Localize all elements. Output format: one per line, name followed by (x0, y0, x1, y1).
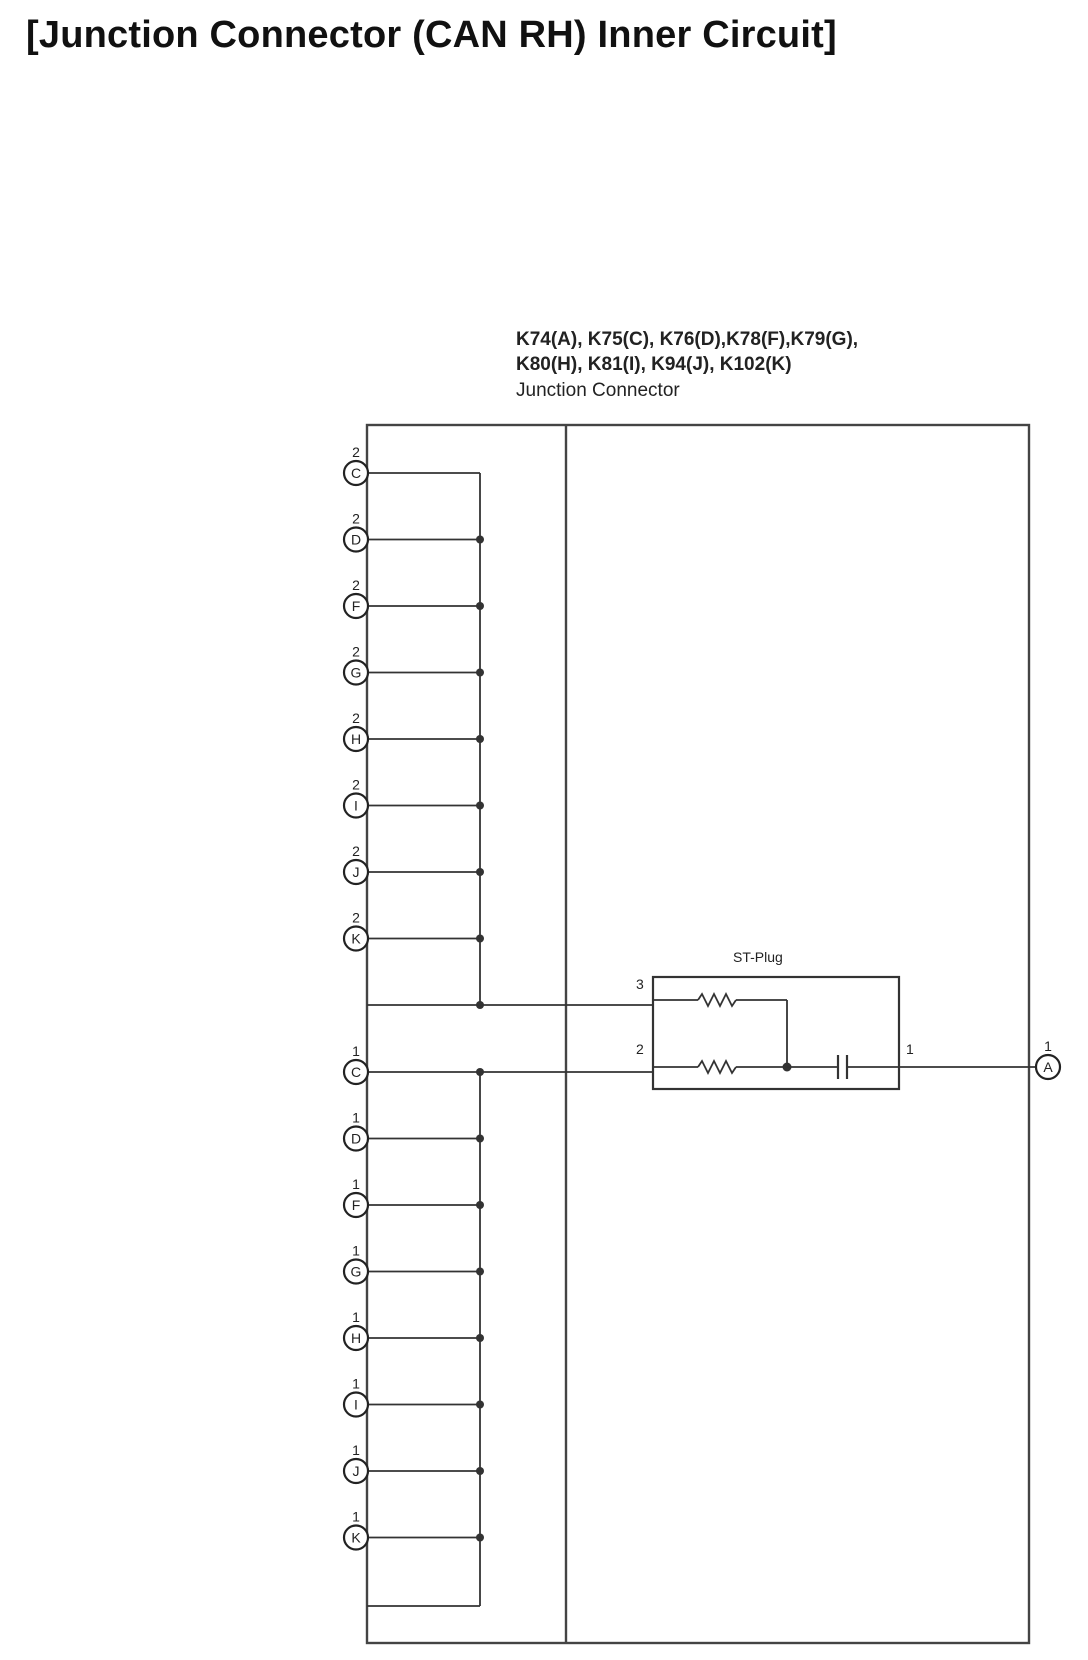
pin-letter: G (350, 1263, 362, 1280)
pin-number: 2 (352, 444, 360, 460)
diagram-title: [Junction Connector (CAN RH) Inner Circuit] (26, 14, 837, 56)
pin-number: 2 (352, 909, 360, 926)
lower-pin-I-1 (344, 1376, 368, 1417)
pins-group (344, 444, 1060, 1550)
pin-letter: G (350, 664, 362, 681)
st-plug-pin-2: 2 (636, 1041, 644, 1057)
pin-number: 2 (352, 510, 360, 527)
connector-type-label: Junction Connector (516, 380, 680, 401)
lower-pin-H-1 (344, 1309, 368, 1350)
pin-letter: F (351, 1197, 361, 1213)
resistor-lower (698, 1061, 736, 1073)
pin-letter: J (352, 1463, 360, 1479)
pin-letter: H (350, 1330, 362, 1346)
upper-pin-J-2 (344, 843, 368, 884)
pin-letter: J (352, 864, 360, 880)
upper-pin-F-2 (344, 577, 368, 618)
st-plug-body (653, 977, 899, 1089)
lower-pin-K-1 (344, 1509, 368, 1550)
lower-pin-F-1 (344, 1176, 368, 1217)
right-pin-A-1 (1036, 1038, 1060, 1079)
upper-pin-C-2 (344, 444, 368, 485)
pin-letter: H (350, 731, 362, 747)
pin-number: 1 (352, 1442, 360, 1458)
st-plug-pin-3: 3 (636, 976, 644, 992)
connector-outline (367, 425, 1029, 1643)
pin-number: 2 (352, 643, 360, 660)
upper-pin-D-2 (344, 511, 368, 552)
pin-letter: C (350, 465, 362, 481)
pin-letter: C (350, 1064, 362, 1080)
pin-letter: A (1043, 1059, 1053, 1075)
pin-number: 2 (352, 710, 360, 726)
pin-number: 2 (352, 577, 360, 593)
pin-letter: K (351, 1529, 361, 1546)
pin-letter: I (354, 1396, 358, 1413)
st-plug-label: ST-Plug (733, 949, 783, 965)
pin-letter: K (351, 930, 361, 947)
lower-pin-D-1 (344, 1110, 368, 1151)
lower-pin-G-1 (344, 1243, 368, 1284)
pin-number: 1 (352, 1043, 360, 1059)
pin-number: 1 (352, 1309, 360, 1325)
lower-pin-J-1 (344, 1442, 368, 1483)
pin-letter: I (354, 797, 358, 814)
pin-number: 1 (352, 1242, 360, 1259)
connector-list-line-1: K74(A), K75(C), K76(D),K78(F),K79(G), (516, 329, 859, 350)
pin-number: 2 (352, 843, 360, 859)
pin-letter: D (350, 531, 362, 548)
wiring-group (367, 473, 1036, 1606)
pin-number: 1 (352, 1176, 360, 1192)
pin-number: 1 (352, 1109, 360, 1126)
pin-letter: D (350, 1130, 362, 1147)
pin-letter: F (351, 598, 361, 614)
upper-pin-I-2 (344, 777, 368, 818)
resistor-upper (698, 994, 736, 1006)
lower-pin-C-1 (344, 1043, 368, 1084)
upper-pin-G-2 (344, 644, 368, 685)
st-plug (636, 949, 914, 1089)
pin-number: 1 (352, 1375, 360, 1392)
pin-number: 1 (352, 1508, 360, 1525)
pin-number: 1 (1044, 1038, 1052, 1054)
upper-pin-H-2 (344, 710, 368, 751)
connector-list-line-2: K80(H), K81(I), K94(J), K102(K) (516, 354, 792, 375)
pin-number: 2 (352, 776, 360, 793)
upper-pin-K-2 (344, 910, 368, 951)
st-plug-pin-1: 1 (906, 1041, 914, 1057)
